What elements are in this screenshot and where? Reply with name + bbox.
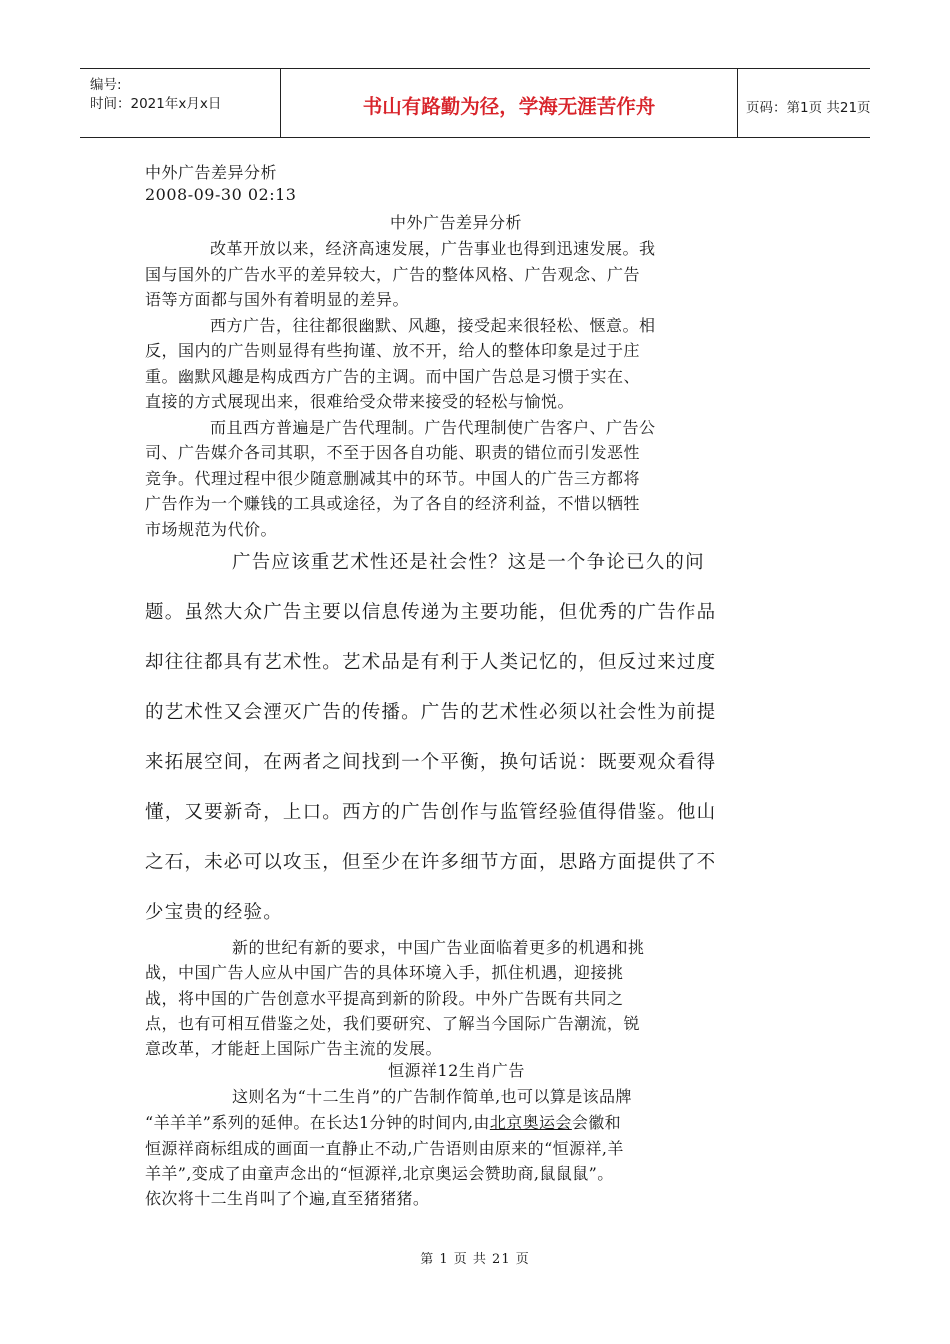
p6-line: 这则名为“十二生肖”的广告制作简单,也可以算是该品牌	[232, 1087, 632, 1106]
p5-line: 点，也有可相互借鉴之处，我们要研究、了解当今国际广告潮流，锐	[145, 1014, 641, 1033]
p1-line: 语等方面都与国外有着明显的差异。	[145, 290, 410, 309]
p6-line-text: 会徽和	[571, 1113, 622, 1132]
p4-line: 来拓展空间，在两者之间找到一个平衡，换句话说：既要观众看得	[145, 752, 717, 773]
motto: 书山有路勤为径，学海无涯苦作舟	[362, 95, 656, 118]
time-label: 时间：2021年x月x日	[90, 96, 222, 112]
p3-line: 司、广告媒介各司其职，不至于因各自功能、职责的错位而引发恶性	[145, 443, 641, 462]
header-page-cell	[738, 69, 870, 137]
p4-line: 却往往都具有艺术性。艺术品是有利于人类记忆的，但反过来过度	[145, 652, 717, 673]
p3-line: 广告作为一个赚钱的工具或途径，为了各自的经济利益，不惜以牺牲	[145, 494, 641, 513]
p3-line: 市场规范为代价。	[145, 520, 278, 539]
p6-line: 依次将十二生肖叫了个遍,直至猪猪猪。	[145, 1189, 430, 1208]
p3-line: 竞争。代理过程中很少随意删减其中的环节。中国人的广告三方都将	[145, 469, 641, 488]
beijing-olympics-link[interactable]: 北京奥运会	[489, 1113, 572, 1132]
p2-line: 反，国内的广告则显得有些拘谨、放不开，给人的整体印象是过于庄	[145, 341, 641, 360]
p5-line: 战，将中国的广告创意水平提高到新的阶段。中外广告既有共同之	[145, 989, 624, 1008]
p2-line: 重。幽默风趣是构成西方广告的主调。而中国广告总是习惯于实在、	[145, 367, 641, 386]
p3-line: 而且西方普遍是广告代理制。广告代理制使广告客户、广告公	[210, 418, 656, 437]
p4-line: 少宝贵的经验。	[145, 902, 283, 923]
p4-line: 的艺术性又会湮灭广告的传播。广告的艺术性必须以社会性为前提	[145, 702, 717, 723]
header-meta-cell	[80, 69, 280, 137]
meta-title: 中外广告差异分析	[145, 163, 278, 182]
number-label: 编号:	[90, 77, 122, 93]
doc-title: 中外广告差异分析	[390, 213, 523, 232]
p2-line: 直接的方式展现出来，很难给受众带来接受的轻松与愉悦。	[145, 392, 575, 411]
p1-line: 国与国外的广告水平的差异较大，广告的整体风格、广告观念、广告	[145, 265, 641, 284]
p4-line: 懂，又要新奇，上口。西方的广告创作与监管经验值得借鉴。他山	[145, 802, 717, 823]
header-motto-cell	[280, 69, 738, 137]
meta-date: 2008-09-30 02:13	[145, 185, 297, 204]
section-subtitle: 恒源祥12生肖广告	[388, 1061, 525, 1080]
p4-line: 之石，未必可以攻玉，但至少在许多细节方面，思路方面提供了不	[145, 852, 717, 873]
page-info: 页码：第1页 共21页	[746, 100, 871, 116]
p5-line: 战，中国广告人应从中国广告的具体环境入手，抓住机遇，迎接挑	[145, 963, 624, 982]
p5-line: 新的世纪有新的要求，中国广告业面临着更多的机遇和挑	[232, 938, 645, 957]
p1-line: 改革开放以来，经济高速发展，广告事业也得到迅速发展。我	[210, 239, 656, 258]
p6-line-text: “羊羊羊”系列的延伸。在长达1分钟的时间内,由	[145, 1113, 490, 1132]
p6-line: 羊羊”,变成了由童声念出的“恒源祥,北京奥运会赞助商,鼠鼠鼠”。	[145, 1164, 614, 1183]
p6-line: 恒源祥商标组成的画面一直静止不动,广告语则由原来的“恒源祥,羊	[145, 1139, 624, 1158]
p6-line	[145, 1110, 621, 1133]
p5-line: 意改革，才能赶上国际广告主流的发展。	[145, 1039, 443, 1058]
page-header	[80, 68, 870, 138]
p2-line: 西方广告，往往都很幽默、风趣，接受起来很轻松、惬意。相	[210, 316, 656, 335]
p4-line: 广告应该重艺术性还是社会性？这是一个争论已久的问	[232, 552, 705, 573]
p4-line: 题。虽然大众广告主要以信息传递为主要功能，但优秀的广告作品	[145, 602, 717, 623]
page-footer: 第 1 页 共 21 页	[420, 1252, 530, 1267]
